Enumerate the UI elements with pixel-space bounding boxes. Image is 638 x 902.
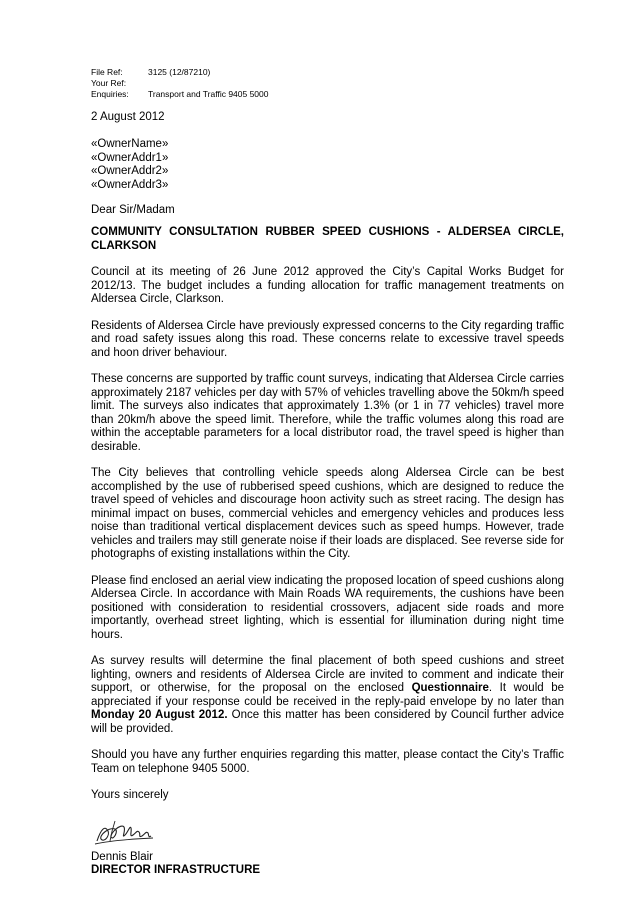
paragraph: Residents of Aldersea Circle have previously expressed concerns to the City regarding traffic and road safety issues along this road. These concerns relate to excessive travel speeds and hoon driver behaviour. (91, 319, 564, 359)
address-line: «OwnerName» (91, 138, 169, 150)
your-ref-row (91, 78, 269, 89)
file-ref-value: 3125 (12/87210) (148, 67, 211, 77)
paragraph: Council at its meeting of 26 June 2012 approved the City’s Capital Works Budget for 2012/13. The budget includes a funding allocation for traffic management treatments on Aldersea Circle, Clarkson. (91, 266, 564, 305)
paragraph: These concerns are supported by traffic count surveys, indicating that Aldersea Circle carries approximately 2187 vehicles per day with 57% of vehicles travelling above the 50km/h speed limit. The surveys also indicates that approximately 1.3% (or 1 in 77 vehicles) travel more than 20km/h above the speed limit. Therefore, while the traffic volumes along this road are within the acceptable parameters for a local distributor road, the travel speed is higher than desirable. (91, 373, 564, 453)
address-line: «OwnerAddr3» (91, 178, 169, 191)
paragraph-text: . It would be appreciated if your response could be received in the reply-paid envelope by no later than (91, 682, 564, 708)
letter-date: 2 August 2012 (91, 111, 165, 123)
paragraph-text: As survey results will determine the final placement of both speed cushions and street lighting, owners and residents of Aldersea Circle are invited to comment and indicate their support, or otherwise, for the proposal on the enclosed (91, 655, 564, 694)
questionnaire-emphasis: Questionnaire (411, 682, 489, 694)
signature-image (91, 811, 171, 851)
address-line: «OwnerAddr2» (91, 165, 169, 177)
recipient-address (91, 138, 168, 192)
enquiries-label: Enquiries: (91, 89, 129, 99)
paragraph-questionnaire (91, 655, 564, 736)
file-ref-label: File Ref: (91, 67, 123, 77)
file-ref-row (91, 67, 269, 78)
enquiries-row (91, 89, 269, 100)
paragraph: Should you have any further enquiries regarding this matter, please contact the City’s Traffic Team on telephone 9405 5000. (91, 749, 564, 775)
signer-title: DIRECTOR INFRASTRUCTURE (91, 864, 261, 876)
closing: Yours sincerely (91, 789, 169, 801)
reference-block (91, 67, 269, 100)
paragraph-text: Once this matter has been considered by Council further advice will be provided. (91, 709, 564, 735)
deadline-emphasis: Monday 20 August 2012. (91, 709, 228, 721)
letter-body (91, 226, 564, 878)
paragraph: Please find enclosed an aerial view indicating the proposed location of speed cushions along Aldersea Circle. In accordance with Main Roads WA requirements, the cushions have been positioned with consideration to residential crossovers, adjacent side roads and more importantly, overhead street lighting, which is essential for illumination during night time hours. (91, 574, 564, 641)
enquiries-value: Transport and Traffic 9405 5000 (148, 89, 269, 99)
paragraph: The City believes that controlling vehicle speeds along Aldersea Circle can be best accomplished by the use of rubberised speed cushions, which are designed to reduce the travel speed of vehicles and discourage hoon activity such as street racing. The design has minimal impact on buses, commercial vehicles and emergency vehicles and produces less noise than traditional vertical displacement devices such as speed humps. However, trade vehicles and trailers may still generate noise if their loads are displaced. See reverse side for photographs of existing installations within the City. (91, 467, 564, 560)
your-ref-label: Your Ref: (91, 78, 127, 88)
subject-heading: COMMUNITY CONSULTATION RUBBER SPEED CUSHIONS - ALDERSEA CIRCLE, CLARKSON (91, 226, 564, 252)
address-line: «OwnerAddr1» (91, 151, 169, 164)
signer-name: Dennis Blair (91, 850, 153, 863)
salutation: Dear Sir/Madam (91, 204, 175, 216)
